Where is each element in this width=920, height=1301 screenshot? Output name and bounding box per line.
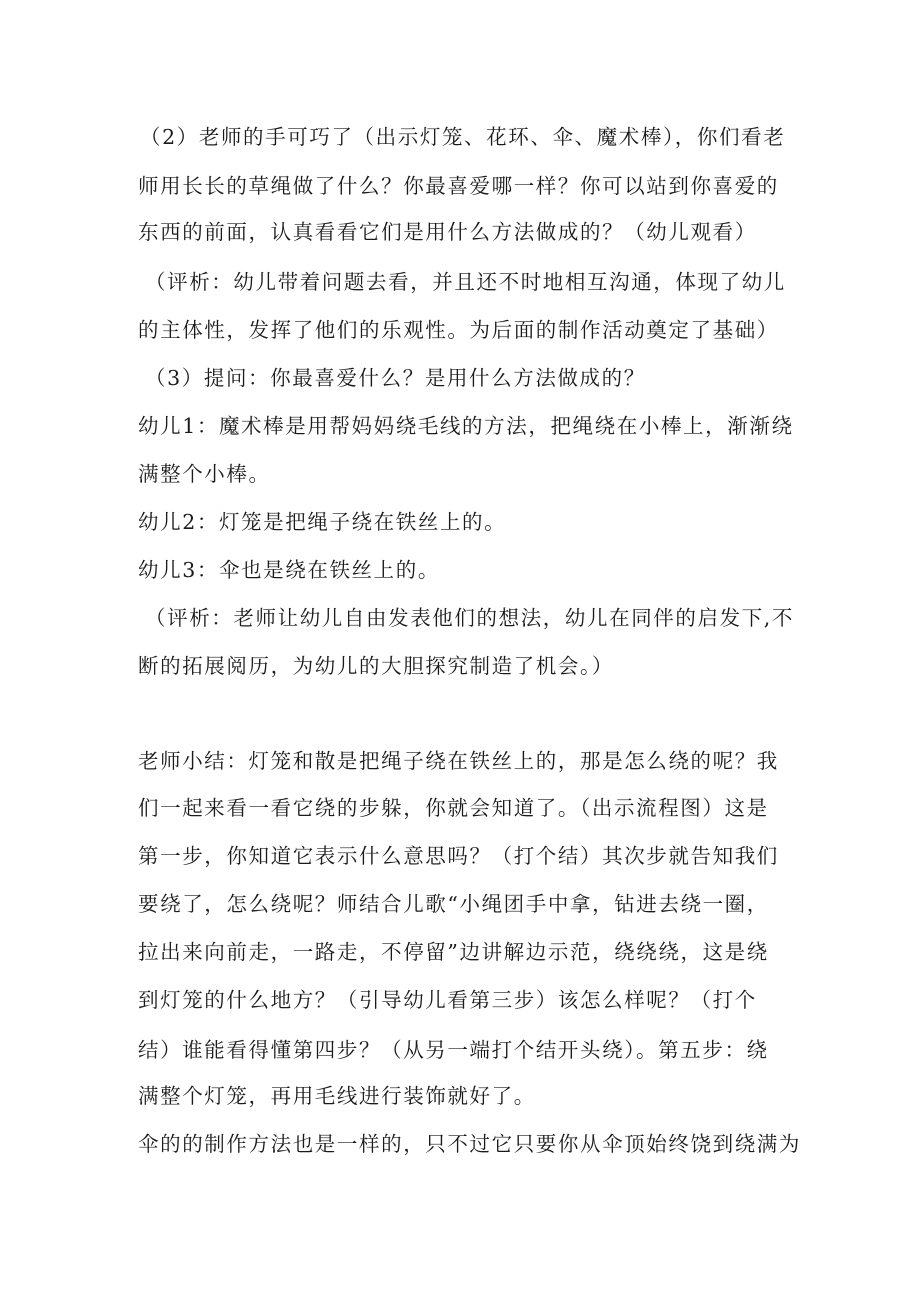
text-line: 满整个灯笼，再用毛线进行装饰就好了。 [138,1084,536,1108]
text-line: （2）老师的手可巧了（出示灯笼、花环、伞、魔术棒），你们看老 [140,125,786,149]
text-line: 东西的前面，认真看看它们是用什么方法做成的？（幼儿观看） [138,220,757,244]
text-line: （3）提问：你最喜爱什么？是用什么方法做成的？ [145,366,646,390]
text-line: 断的拓展阅历，为幼儿的大胆探究制造了机会。） [138,654,614,678]
text-line: 满整个小棒。 [138,462,271,486]
text-line: 幼儿2：灯笼是把绳子绕在铁丝上的。 [138,510,507,534]
text-line: 要绕了，怎么绕呢？师结合儿歌“小绳团手中拿，钻进去绕一圈， [138,892,769,916]
text-line: 们一起来看一看它绕的步躲，你就会知道了。（出示流程图）这是 [138,796,769,820]
text-line: （评析：幼儿带着问题去看，并且还不时地相互沟通，体现了幼儿 [145,270,786,294]
text-line: 的主体性，发挥了他们的乐观性。为后面的制作活动奠定了基础） [138,318,779,342]
text-line: 伞的的制作方法也是一样的，只不过它只要你从伞顶始终饶到绕满为 [138,1132,801,1156]
text-line: 师用长长的草绳做了什么？你最喜爱哪一样？你可以站到你喜爱的 [138,174,779,198]
text-line: 老师小结：灯笼和散是把绳子绕在铁丝上的，那是怎么绕的呢？我 [138,749,779,773]
text-line: 幼儿1：魔术棒是用帮妈妈绕毛线的方法，把绳绕在小棒上，渐渐绕 [138,414,794,438]
text-line: 幼儿3：伞也是绕在铁丝上的。 [138,558,440,582]
text-line: 拉出来向前走，一路走，不停留”边讲解边示范，绕绕绕，这是绕 [138,940,769,964]
text-line: （评析：老师让幼儿自由发表他们的想法，幼儿在同伴的启发下,不 [145,606,795,630]
text-line: 结）谁能看得懂第四步？（从另一端打个结开头绕）。第五步：绕 [138,1038,769,1062]
text-line: 到灯笼的什么地方？（引导幼儿看第三步）该怎么样呢？（打个 [138,988,757,1012]
text-line: 第一步，你知道它表示什么意思吗？（打个结）其次步就告知我们 [138,844,779,868]
